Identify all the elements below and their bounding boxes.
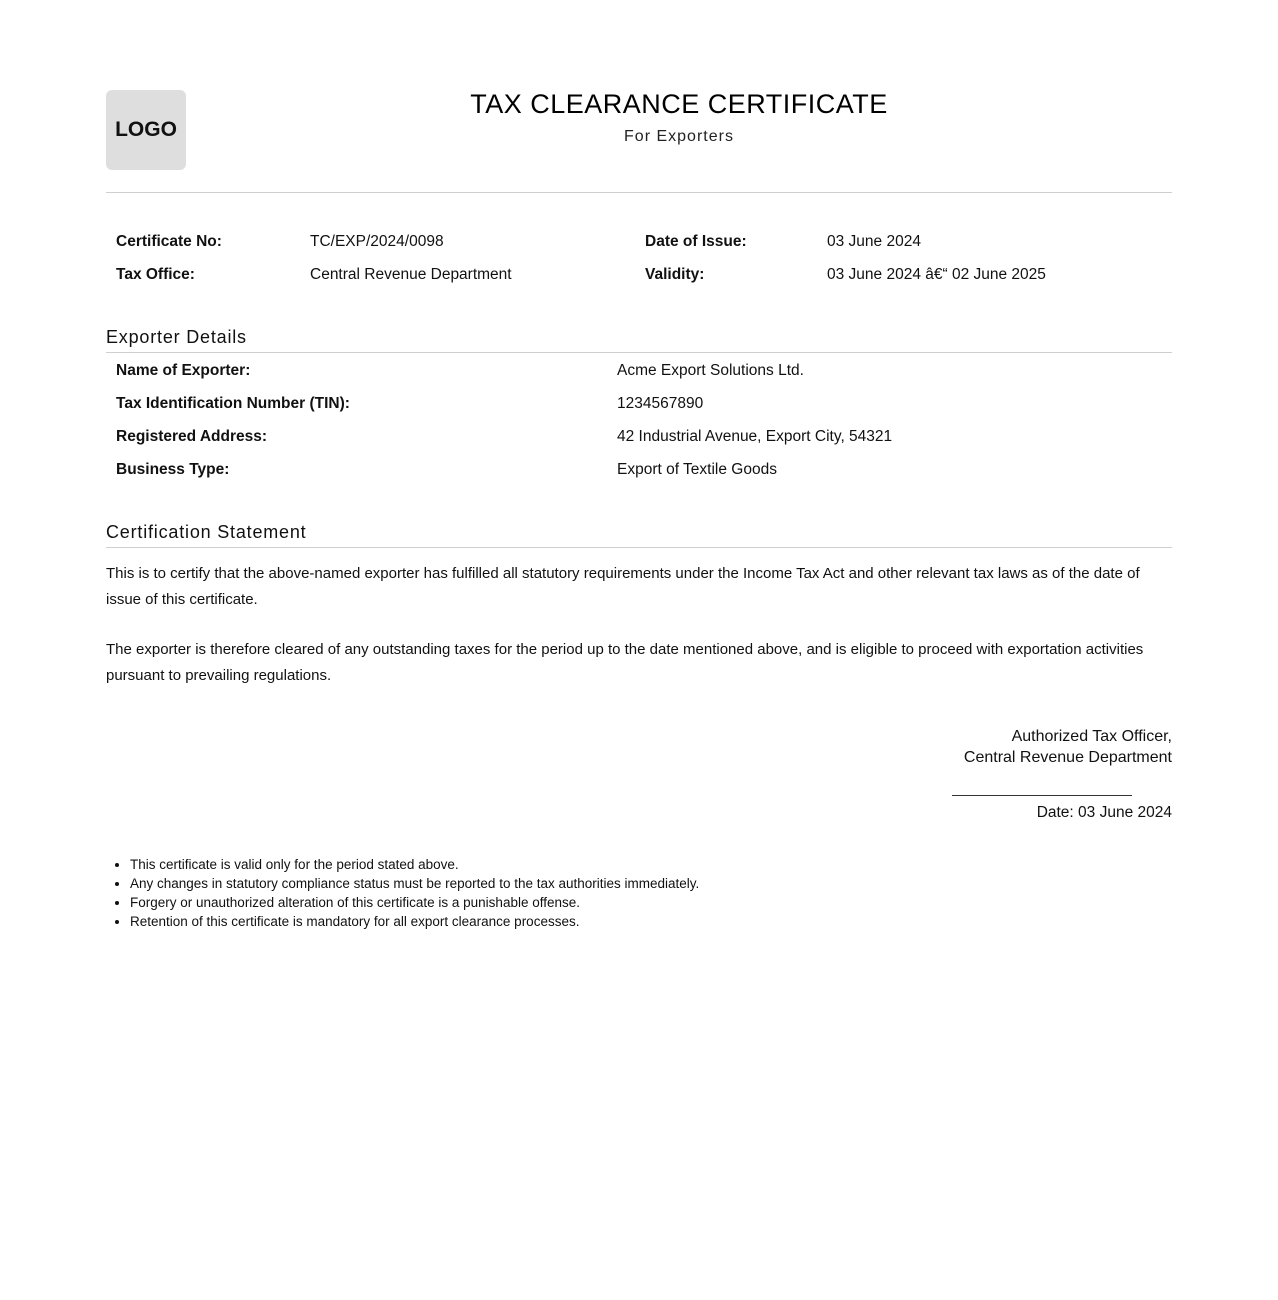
statement-paragraph: The exporter is therefore cleared of any outstanding taxes for the period up to the date mentioned above, and is eligible to proceed with exportation activities pursuant to prevailing regulations.	[106, 641, 1144, 684]
note-item: • This certificate is valid only for the period stated above.	[130, 855, 1172, 874]
exporter-details	[106, 362, 1172, 494]
statement-paragraph: This is to certify that the above-named exporter has fulfilled all statutory requirements under the Income Tax Act and other relevant tax laws as of the date of issue of this certificate.	[106, 565, 1140, 608]
detail-label: Tax Identification Number (TIN):	[116, 395, 350, 412]
detail-row-business-type	[116, 461, 1172, 483]
document-title: TAX CLEARANCE CERTIFICATE	[470, 89, 888, 119]
detail-row-tin	[116, 395, 1172, 417]
detail-value: Export of Textile Goods	[617, 461, 777, 478]
detail-row-name	[116, 362, 1172, 384]
signature-date: Date: 03 June 2024	[1036, 804, 1172, 821]
tax-office-value: Central Revenue Department	[310, 266, 512, 283]
certificate-header	[106, 90, 1172, 193]
validity-label: Validity:	[645, 266, 705, 283]
officer-title: Authorized Tax Officer,	[1011, 728, 1172, 745]
signature-block	[106, 726, 1172, 823]
officer-department: Central Revenue Department	[963, 749, 1172, 766]
note-item: • Forgery or unauthorized alteration of this certificate is a punishable offense.	[130, 893, 1172, 912]
date-of-issue-value: 03 June 2024	[827, 233, 921, 250]
tax-office-label: Tax Office:	[116, 266, 195, 283]
certificate-no-value: TC/EXP/2024/0098	[310, 233, 444, 250]
exporter-details-heading: Exporter Details	[106, 327, 1172, 353]
certificate-info	[106, 233, 1172, 303]
info-row	[116, 266, 1172, 286]
note-item: • Any changes in statutory compliance status must be reported to the tax authorities immediately.	[130, 874, 1172, 893]
notes-list	[106, 855, 1172, 931]
detail-label: Name of Exporter:	[116, 362, 251, 379]
detail-row-address	[116, 428, 1172, 450]
detail-label: Business Type:	[116, 461, 230, 478]
document-subtitle: For Exporters	[624, 128, 734, 145]
title-block	[106, 90, 1172, 146]
certificate-page	[106, 0, 1172, 931]
certificate-no-label: Certificate No:	[116, 233, 222, 250]
info-row	[116, 233, 1172, 253]
detail-value: 42 Industrial Avenue, Export City, 54321	[617, 428, 893, 445]
date-of-issue-label: Date of Issue:	[645, 233, 747, 250]
certification-statement	[106, 561, 1172, 688]
logo: LOGO	[106, 90, 186, 170]
note-item: • Retention of this certificate is mandatory for all export clearance processes.	[130, 912, 1172, 931]
detail-label: Registered Address:	[116, 428, 268, 445]
detail-value: 1234567890	[617, 395, 704, 412]
detail-value: Acme Export Solutions Ltd.	[617, 362, 804, 379]
validity-value: 03 June 2024 â€“ 02 June 2025	[827, 266, 1046, 283]
signature-line	[952, 795, 1132, 796]
certification-statement-heading: Certification Statement	[106, 522, 1172, 548]
